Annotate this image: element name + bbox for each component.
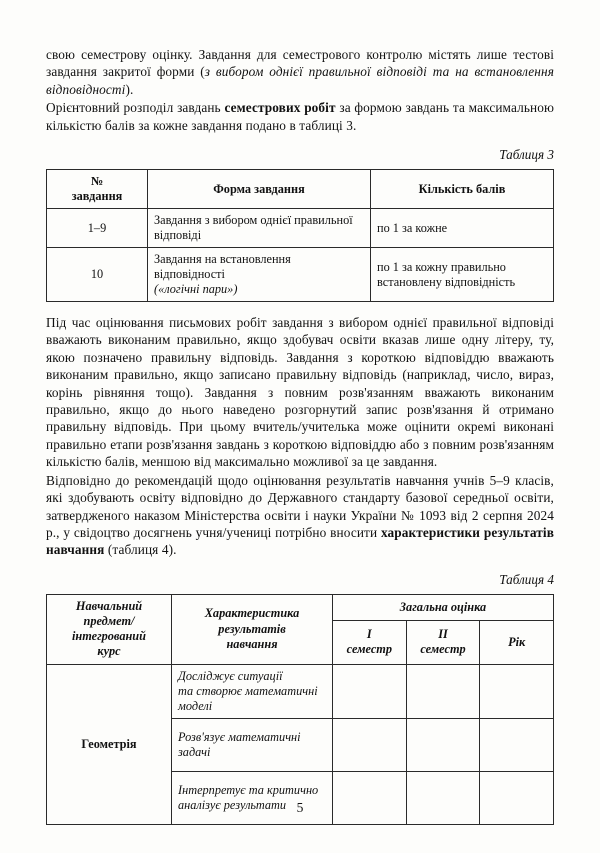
table4-row3-description-l2: аналізує результати xyxy=(178,798,287,813)
table4-header-subject-l1: Навчальний xyxy=(75,598,143,613)
table3-row1-num: 1–9 xyxy=(47,209,148,248)
paragraph-3: Під час оцінювання письмових робіт завдання з вибором однієї правильної відповіді вважають виконаним правильно, якщо здобувач освіти вказав лише одну літеру, ту, якою позначено правильну відповідь. Завдання з короткою відповіддю вважають виконаним правильно, якщо записано правильну відповідь (наприклад, число, вираз, корінь рівняння тощо). Завдання з повним розв'язанням вважають виконаним правильно, якщо до нього наведено розгорнутий запис розв'язання й отримано правильну відповідь. При цьому вчитель/учителька може оцінити окремі виконані правильно етапи розв'язання завдань з короткою відповіддю або з повним розв'язанням кількістю балів, меншою від максимально можливої за це завдання. xyxy=(46,315,554,470)
table3-row2-form-italic: («логічні пари») xyxy=(154,282,238,297)
page-content xyxy=(46,46,554,825)
table4-header-sem2 xyxy=(406,621,480,664)
paragraph-1-tail: ). xyxy=(125,81,134,97)
table-4 xyxy=(46,594,554,825)
table3-row2-points: по 1 за кожну правильно встановлену відповідність xyxy=(371,248,554,302)
table4-header-subject-l2: предмет/ xyxy=(83,613,135,628)
table4-row1-sem1[interactable] xyxy=(333,664,407,719)
table4-header-characteristic-l1: Характеристика xyxy=(204,606,300,621)
table4-row2-sem2[interactable] xyxy=(406,719,480,772)
table4-subject-value: Геометрія xyxy=(47,664,172,825)
table3-header-points: Кількість балів xyxy=(371,170,554,209)
table4-header-subject-l4: курс xyxy=(97,644,121,659)
table4-row1-sem2[interactable] xyxy=(406,664,480,719)
table4-header-sem2-l2: семестр xyxy=(420,642,466,657)
paragraph-4-text: Відповідно до рекомендацій щодо оцінювання результатів навчання учнів 5–9 класів, які здобувають освіту відповідно до Державного стандарту базової середньої освіти, затвердженого наказом Міністерства освіти і науки України № 1093 від 2 серпня 2024 р., у свідоцтво досягнень учня/учениці потрібно вносити xyxy=(46,472,554,540)
table3-header-num xyxy=(47,170,148,209)
paragraph-1-italic-1: з вибором однієї правильної відповіді xyxy=(204,64,427,80)
table4-row2-year[interactable] xyxy=(480,719,554,772)
table4-header-characteristic-l3: навчання xyxy=(226,636,278,651)
table4-row2-description-l2: задачі xyxy=(178,745,211,760)
table3-header-num-line2: завдання xyxy=(71,189,123,204)
table4-row3-year[interactable] xyxy=(480,772,554,825)
table3-row2-num: 10 xyxy=(47,248,148,302)
paragraph-2 xyxy=(46,99,554,134)
paragraph-1-text: свою семестрову оцінку. Завдання для семестрового контролю містять лише тестові завдання закритої форми ( xyxy=(46,47,554,80)
table4-row1-description-l3: моделі xyxy=(178,698,213,713)
table4-row3-description xyxy=(172,772,333,825)
paragraph-4-tail: (таблиця 4). xyxy=(104,542,177,558)
table4-row2-sem1[interactable] xyxy=(333,719,407,772)
table4-header-sem1-l1: I xyxy=(366,627,372,642)
paragraph-4-bold: характеристики результатів навчання xyxy=(46,524,554,558)
paragraph-2-tail: за формою завдань та максимальною кількістю балів за кожне завдання подано в таблиці 3. xyxy=(46,100,554,133)
paragraph-1-italic-conj: та xyxy=(426,64,456,80)
table4-row3-sem2[interactable] xyxy=(406,772,480,825)
table-row xyxy=(47,248,554,302)
table3-header-form: Форма завдання xyxy=(148,170,371,209)
table3-row2-form-plain: Завдання на встановлення відповідності xyxy=(154,252,291,282)
paragraph-1-italic-2: на встановлення відповідності xyxy=(46,64,554,97)
table-row-header xyxy=(47,594,554,621)
table4-header-characteristic xyxy=(172,594,333,664)
paragraph-4 xyxy=(46,472,554,559)
table4-header-sem1-l2: семестр xyxy=(346,642,392,657)
table4-header-subject-l3: інтегрований xyxy=(71,629,146,644)
table4-row1-year[interactable] xyxy=(480,664,554,719)
table4-row1-description-l1: Досліджує ситуації xyxy=(178,668,283,683)
table4-header-characteristic-l2: результатів xyxy=(218,621,286,636)
table-row xyxy=(47,664,554,719)
table3-row2-form xyxy=(148,248,371,302)
table3-header-num-line1: № xyxy=(90,174,104,189)
table4-row2-description xyxy=(172,719,333,772)
table4-header-sem2-l1: II xyxy=(438,627,448,642)
table4-row3-description-l1: Інтерпретує та критично xyxy=(178,782,319,797)
table4-row3-sem1[interactable] xyxy=(333,772,407,825)
paragraph-1 xyxy=(46,46,554,98)
table4-row2-description-l1: Розв'язує математичні xyxy=(178,729,301,744)
table-3 xyxy=(46,169,554,302)
table4-header-grade-group: Загальна оцінка xyxy=(333,594,554,621)
paragraph-2-text: Орієнтовний розподіл завдань xyxy=(46,100,225,116)
table3-caption: Таблиця 3 xyxy=(499,147,554,163)
page-number: 5 xyxy=(296,800,304,815)
table4-header-sem1 xyxy=(333,621,407,664)
paragraph-2-bold: семестрових робіт xyxy=(224,100,336,116)
table4-header-subject xyxy=(47,594,172,664)
table4-caption: Таблиця 4 xyxy=(499,571,554,587)
table4-row1-description xyxy=(172,664,333,719)
table-row xyxy=(47,209,554,248)
table-row-header xyxy=(47,170,554,209)
table4-row1-description-l2: та створює математичні xyxy=(178,683,318,698)
table3-row1-form: Завдання з вибором однієї правильної відповіді xyxy=(148,209,371,248)
table4-header-year: Рік xyxy=(480,621,554,664)
table3-row1-points: по 1 за кожне xyxy=(371,209,554,248)
